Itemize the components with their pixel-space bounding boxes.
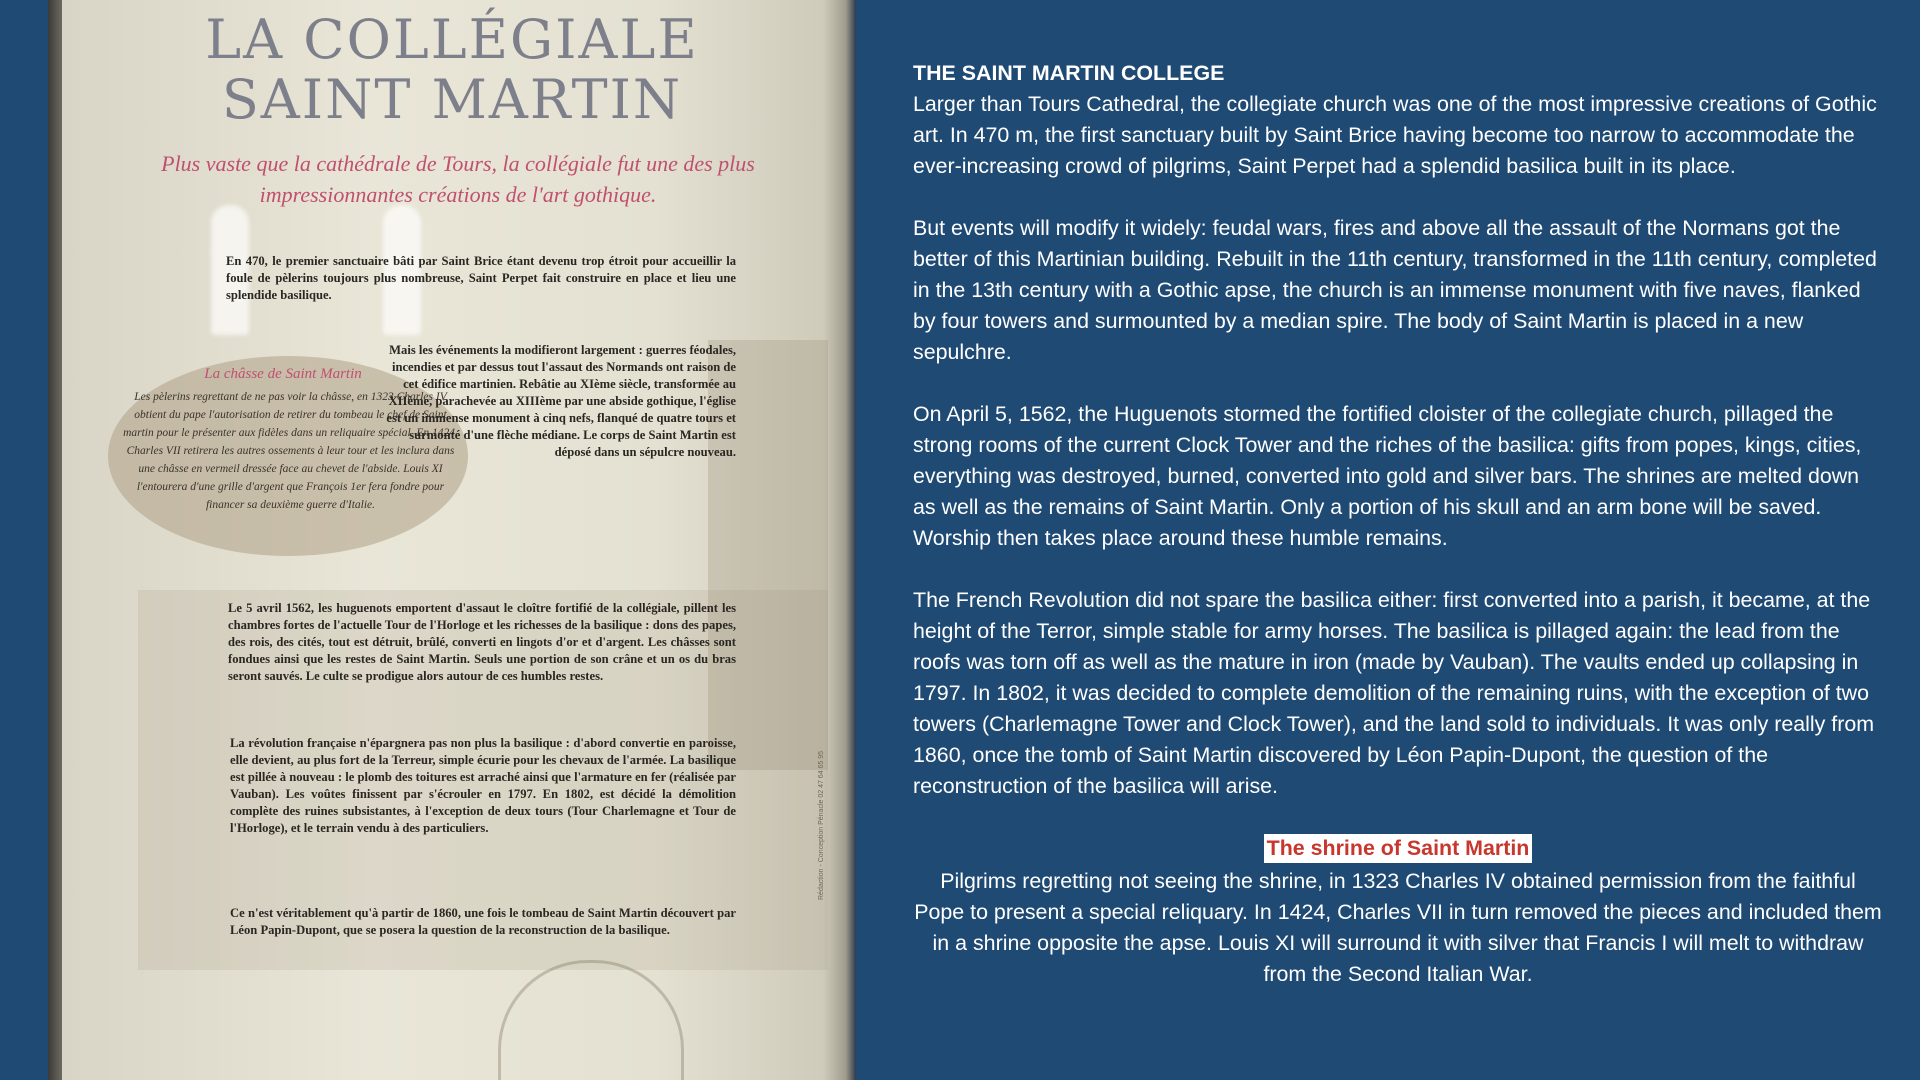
- translation-heading: THE SAINT MARTIN COLLEGE: [913, 61, 1225, 85]
- leaf-ornament: [498, 960, 684, 1080]
- panel-paragraph-470: En 470, le premier sanctuaire bâti par Saint Brice étant devenu trop étroit pour accueillir la foule de pèlerins toujours plus nombreuse, Saint Perpet fait construire en place et lieu une splendide basilique.: [226, 254, 736, 302]
- panel-title: [48, 10, 856, 130]
- panel-paragraph-1860: Ce n'est véritablement qu'à partir de 1860, une fois le tombeau de Saint Martin découvert par Léon Papin-Dupont, que se posera la question de la reconstruction de la basilique.: [230, 906, 736, 937]
- translation-paragraph-3: On April 5, 1562, the Huguenots stormed the fortified cloister of the collegiate church, pillaged the strong rooms of the current Clock Tower and the riches of the basilica: gifts from popes, kings, cities, everything was destroyed, burned, converted into gold and silver bars. The shrines are melted down as well as the remains of Saint Martin. Only a portion of his skull and an arm bone will be saved. Worship then takes place around these humble remains.: [913, 402, 1862, 550]
- panel-title-line1: LA COLLÉGIALE: [205, 8, 699, 71]
- panel-frame-right: [846, 0, 856, 1080]
- shrine-text: Pilgrims regretting not seeing the shrine, in 1323 Charles IV obtained permission from the faithful Pope to present a special reliquary. In 1424, Charles VII in turn removed the pieces and included them in a shrine opposite the apse. Louis XI will surround it with silver that Francis I will melt to withdraw from the Second Italian War.: [914, 869, 1882, 986]
- panel-title-line2: SAINT MARTIN: [221, 68, 683, 131]
- panel-frame-left: [48, 0, 62, 1080]
- translation-paragraph-2: But events will modify it widely: feudal wars, fires and above all the assault of the Normans got the better of this Martinian building. Rebuilt in the 11th century, transformed in the 11th century, completed in the 13th century with a Gothic apse, the church is an immense monument with five naves, flanked by four towers and surmounted by a median spire. The body of Saint Martin is placed in a new sepulchre.: [913, 216, 1877, 364]
- shrine-oval-title: La châsse de Saint Martin: [204, 366, 362, 382]
- panel-paragraph-revolution: La révolution française n'épargnera pas non plus la basilique : d'abord convertie en paroisse, elle devient, au plus fort de la Terreur, simple écurie pour les chevaux de l'armée. La basilique est pillée à nouveau : le plomb des toitures est arraché ainsi que l'armature en fer (réalisée par Vauban). Les voûtes finissent par s'écrouler en 1797. En 1802, est décidé la démolition complète des ruines subsistantes, à l'exception de deux tours (Tour Charlemagne et Tour de l'Horloge), et le terrain vendu à des particuliers.: [230, 736, 736, 835]
- translation-paragraph-1: Larger than Tours Cathedral, the collegiate church was one of the most impressive creations of Gothic art. In 470 m, the first sanctuary built by Saint Brice having become too narrow to accommodate the ever-increasing crowd of pilgrims, Saint Perpet had a splendid basilica built in its place.: [913, 92, 1877, 178]
- panel-photo: [48, 0, 856, 1080]
- panel-credit: Rédaction - Conception Pénacle 02 47 64 65 95: [818, 750, 825, 900]
- panel-paragraph-events: Mais les événements la modifieront largement : guerres féodales, incendies et par dessus tout l'assaut des Normands ont raison de cet édifice martinien. Rebâtie au XIème siècle, transformée au XIIème, parachevée au XIIIème par une abside gothique, l'église est un immense monument à cinq nefs, flanqué de quatre tours et surmonté d'une flèche médiane. Le corps de Saint Martin est déposé dans un sépulcre nouveau.: [386, 343, 736, 459]
- translation-text: [913, 58, 1883, 990]
- shrine-oval-text: Les pèlerins regrettant de ne pas voir la châsse, en 1323 Charles IV obtient du pape l'autorisation de retirer du tombeau le chef de Saint martin pour le présenter aux fidèles dans un reliquaire spécial. En 1424, Charles VII retirera les autres ossements à leur tour et les inclura dans une châsse en vermeil dressée face au chevet de l'abside. Louis XI l'entourera d'une grille d'argent que François 1er fera fondre pour financer sa deuxième guerre d'Italie.: [123, 391, 458, 511]
- translation-paragraph-4: The French Revolution did not spare the basilica either: first converted into a parish, it became, at the height of the Terror, simple stable for army horses. The basilica is pillaged again: the lead from the roofs was torn off as well as the mature in iron (made by Vauban). The vaults ended up collapsing in 1797. In 1802, it was decided to complete demolition of the remaining ruins, with the exception of two towers (Charlemagne Tower and Clock Tower), and the land sold to individuals. It was only really from 1860, once the tomb of Saint Martin discovered by Léon Papin-Dupont, the question of the reconstruction of the basilica will arise.: [913, 588, 1875, 798]
- panel-subtitle: Plus vaste que la cathédrale de Tours, la collégiale fut une des plus impressionnantes créations de l'art gothique.: [161, 151, 755, 207]
- shrine-title: The shrine of Saint Martin: [1264, 834, 1533, 863]
- translation-intro: [913, 58, 1883, 182]
- shrine-section: [913, 833, 1883, 990]
- panel-paragraph-1562: Le 5 avril 1562, les huguenots emportent d'assaut le cloître fortifié de la collégiale, pillent les chambres fortes de l'actuelle Tour de l'Horloge et les richesses de la basilique : dons des papes, des rois, des cités, tout est détruit, brûlé, converti en lingots d'or et d'argent. Les châsses sont fondues ainsi que les restes de Saint Martin. Seuls une portion de son crâne et un os du bras seront sauvés. Le culte se prodigue alors autour de ces humbles restes.: [228, 601, 736, 683]
